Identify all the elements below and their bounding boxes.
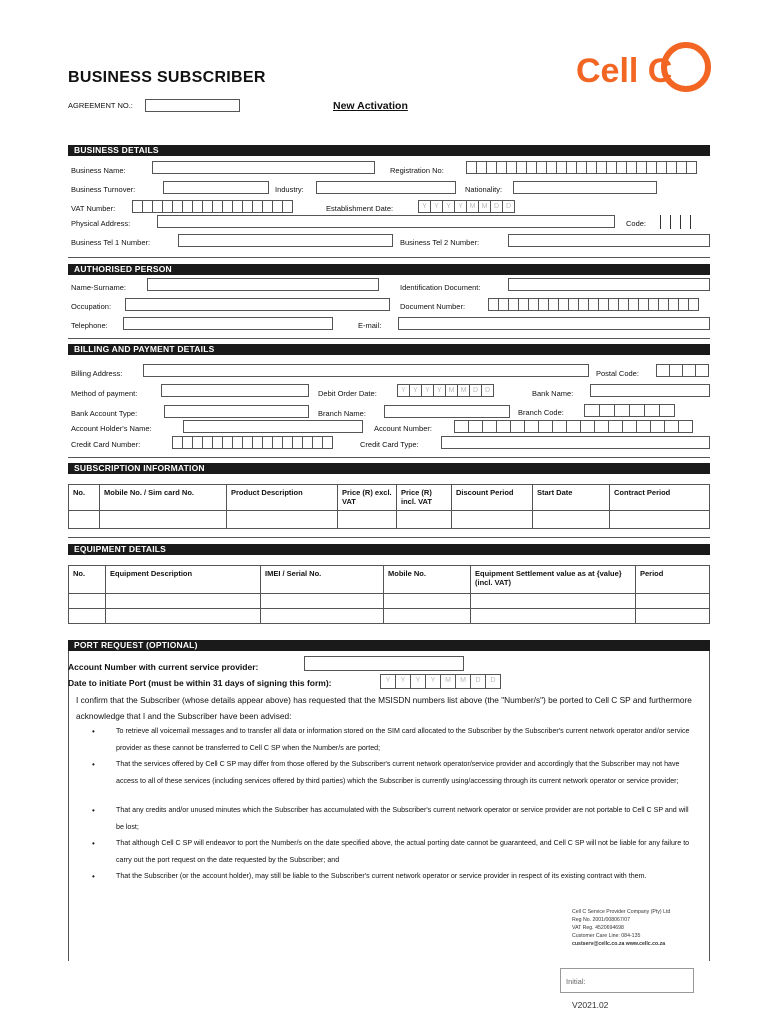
establishment-date-label: Establishment Date: [326, 204, 394, 213]
col-header: Equipment Settlement value as at {value} (incl. VAT) [471, 566, 636, 594]
payment-method-field[interactable] [161, 384, 309, 397]
code-cell-divider [670, 215, 671, 229]
col-header: IMEI / Serial No. [261, 566, 384, 594]
bank-name-label: Bank Name: [532, 389, 574, 398]
digit-cell[interactable]: Y [425, 674, 441, 689]
digit-cell[interactable] [678, 420, 693, 433]
digit-cell[interactable] [510, 420, 525, 433]
digit-cell[interactable] [608, 420, 623, 433]
digit-cell[interactable] [682, 364, 696, 377]
code-cell-divider [690, 215, 691, 229]
digit-cell[interactable] [636, 420, 651, 433]
table-cell[interactable] [636, 594, 710, 609]
digit-cell[interactable] [644, 404, 660, 417]
digit-cell[interactable] [282, 200, 293, 213]
table-cell[interactable] [69, 609, 106, 624]
digit-cell[interactable] [656, 364, 670, 377]
table-cell[interactable] [69, 594, 106, 609]
port-request-heading: PORT REQUEST (OPTIONAL) [68, 640, 710, 651]
col-header: No. [69, 485, 100, 511]
table-cell[interactable] [106, 594, 261, 609]
occupation-label: Occupation: [71, 302, 112, 311]
digit-cell[interactable]: Y [410, 674, 426, 689]
digit-cell[interactable] [622, 420, 637, 433]
logo-wordmark: Cell C [576, 52, 673, 90]
telephone-field[interactable] [123, 317, 333, 330]
card-number-cells[interactable] [172, 436, 332, 449]
digit-cell[interactable] [580, 420, 595, 433]
port-bullet: That the Subscriber (or the account holder), may still be liable to the Subscriber's current network operator or service provider in respect of its existing contract with them. [116, 872, 647, 880]
turnover-label: Business Turnover: [71, 185, 136, 194]
turnover-field[interactable] [163, 181, 269, 194]
debit-date-cells[interactable] [397, 384, 493, 397]
digit-cell[interactable] [322, 436, 333, 449]
digit-cell[interactable]: D [481, 384, 494, 397]
industry-label: Industry: [275, 185, 304, 194]
digit-cell[interactable] [468, 420, 483, 433]
code-cells[interactable] [660, 215, 700, 229]
digit-cell[interactable]: Y [442, 200, 455, 213]
billing-heading: BILLING AND PAYMENT DETAILS [68, 344, 710, 355]
port-date-label: Date to initiate Port (must be within 31 days of signing this form): [68, 678, 332, 688]
section-divider [68, 257, 710, 258]
table-cell[interactable] [471, 594, 636, 609]
table-cell[interactable] [261, 594, 384, 609]
col-header: Start Date [533, 485, 610, 511]
id-document-label: Identification Document: [400, 283, 481, 292]
col-header: Product Description [227, 485, 338, 511]
table-cell[interactable] [338, 511, 397, 529]
digit-cell[interactable] [659, 404, 675, 417]
branch-name-field[interactable] [384, 405, 510, 418]
nationality-field[interactable] [513, 181, 657, 194]
branch-name-label: Branch Name: [318, 409, 366, 418]
vat-cells[interactable] [132, 200, 292, 213]
document-number-cells[interactable] [488, 298, 698, 311]
branch-code-label: Branch Code: [518, 408, 564, 417]
table-cell[interactable] [397, 511, 452, 529]
account-holder-label: Account Holder's Name: [71, 424, 152, 433]
digit-cell[interactable] [594, 420, 609, 433]
physical-address-label: Physical Address: [71, 219, 131, 228]
account-number-cells[interactable] [454, 420, 692, 433]
tel1-field[interactable] [178, 234, 393, 247]
digit-cell[interactable]: M [457, 384, 470, 397]
billing-address-field[interactable] [143, 364, 589, 377]
section-divider [68, 537, 710, 538]
digit-cell[interactable] [599, 404, 615, 417]
digit-cell[interactable] [524, 420, 539, 433]
postal-code-label: Postal Code: [596, 369, 639, 378]
business-name-label: Business Name: [71, 166, 126, 175]
table-cell[interactable] [384, 609, 471, 624]
email-label: E-mail: [358, 321, 382, 330]
digit-cell[interactable]: Y [418, 200, 431, 213]
col-header: Mobile No. [384, 566, 471, 594]
account-type-label: Bank Account Type: [71, 409, 138, 418]
customer-care: Customer Care Line: 084-135 [572, 933, 641, 939]
initial-label: Initial: [566, 977, 586, 986]
subscription-heading: SUBSCRIPTION INFORMATION [68, 463, 710, 474]
table-cell[interactable] [227, 511, 338, 529]
digit-cell[interactable] [482, 420, 497, 433]
bullet-icon: • [92, 872, 95, 881]
digit-cell[interactable]: M [445, 384, 458, 397]
table-cell[interactable] [610, 511, 710, 529]
port-bullet: That the services offered by Cell C SP may differ from those offered by the Subscriber's current network operator/service provider and accordingly that the Subscriber may not have access to all of these services (including services offered by third parties) which the Subscriber is currently using/accessing through its current network operator or service provider; [116, 760, 680, 785]
document-number-label: Document Number: [400, 302, 466, 311]
table-row[interactable] [69, 609, 710, 624]
card-type-field[interactable] [441, 436, 710, 449]
physical-address-field[interactable] [157, 215, 615, 228]
authorised-person-heading: AUTHORISED PERSON [68, 264, 710, 275]
account-type-field[interactable] [164, 405, 309, 418]
company-vat: VAT Reg. 4520694698 [572, 925, 624, 931]
digit-cell[interactable]: D [469, 384, 482, 397]
port-intro-text: I confirm that the Subscriber (whose details appear above) has requested that the MSISDN numbers list above (the "Number/s") be ported to Cell C SP and furthermore acknowledge that I and the Subscriber have been advised: [76, 695, 692, 721]
code-label: Code: [626, 219, 647, 228]
digit-cell[interactable] [688, 298, 699, 311]
code-cell-divider [680, 215, 681, 229]
digit-cell[interactable] [629, 404, 645, 417]
digit-cell[interactable]: M [455, 674, 471, 689]
port-bullet: To retrieve all voicemail messages and to transfer all data or information stored on the SIM card allocated to the Subscriber by the Subscriber's current network operator and/or service provider as these cannot be transferred to Cell C SP when the Number/s are ported; [116, 727, 690, 752]
table-cell[interactable] [471, 609, 636, 624]
postal-code-cells[interactable] [656, 364, 708, 377]
company-name: Cell C Service Provider Company (Pty) Ltd [572, 909, 671, 915]
digit-cell[interactable] [650, 420, 665, 433]
equipment-table [68, 565, 710, 624]
table-cell[interactable] [261, 609, 384, 624]
card-type-label: Credit Card Type: [360, 440, 419, 449]
company-contact: custserv@cellc.co.za www.cellc.co.za [572, 941, 666, 947]
agreement-number-label: AGREEMENT NO.: [68, 101, 133, 110]
col-header: Discount Period [452, 485, 533, 511]
col-header: Contract Period [610, 485, 710, 511]
digit-cell[interactable]: Y [380, 674, 396, 689]
col-header: No. [69, 566, 106, 594]
digit-cell[interactable] [584, 404, 600, 417]
digit-cell[interactable]: D [490, 200, 503, 213]
form-version: V2021.02 [572, 1000, 609, 1010]
digit-cell[interactable]: M [440, 674, 456, 689]
person-name-label: Name-Surname: [71, 283, 127, 292]
table-cell[interactable] [100, 511, 227, 529]
col-header: Price (R) excl. VAT [338, 485, 397, 511]
establishment-date-cells[interactable] [418, 200, 514, 213]
equipment-heading: EQUIPMENT DETAILS [68, 544, 710, 555]
id-document-field[interactable] [508, 278, 710, 291]
digit-cell[interactable] [552, 420, 567, 433]
table-row[interactable] [69, 594, 710, 609]
col-header: Period [636, 566, 710, 594]
bank-name-field[interactable] [590, 384, 710, 397]
bullet-icon: • [92, 806, 95, 815]
digit-cell[interactable]: Y [433, 384, 446, 397]
table-cell[interactable] [69, 511, 100, 529]
port-bullet: That although Cell C SP will endeavor to port the Number/s on the date specified above, the actual porting date cannot be guaranteed, and Cell C SP will not be liable for any failure to carry out the port request on the date requested by the Subscriber; and [116, 839, 690, 864]
port-account-field[interactable] [304, 656, 464, 671]
digit-cell[interactable] [538, 420, 553, 433]
card-number-label: Credit Card Number: [71, 440, 141, 449]
bullet-icon: • [92, 839, 95, 848]
registration-cells[interactable] [466, 161, 696, 174]
port-bullet: That any credits and/or unused minutes which the Subscriber has accumulated with the Subscriber's current network operator or service provider are not portable to Cell C SP and will be lost; [116, 806, 689, 831]
person-name-field[interactable] [147, 278, 379, 291]
business-details-heading: BUSINESS DETAILS [68, 145, 710, 156]
cell-c-logo [574, 38, 714, 96]
form-title: BUSINESS SUBSCRIBER [68, 69, 266, 86]
digit-cell[interactable]: D [502, 200, 515, 213]
account-holder-field[interactable] [183, 420, 363, 433]
occupation-field[interactable] [125, 298, 390, 311]
company-reg: Reg No. 2001/008067/07 [572, 917, 630, 923]
table-cell[interactable] [384, 594, 471, 609]
table-row[interactable] [69, 511, 710, 529]
subscription-table [68, 484, 710, 529]
digit-cell[interactable]: Y [430, 200, 443, 213]
agreement-number-field[interactable] [145, 99, 240, 112]
vat-label: VAT Number: [71, 204, 116, 213]
tel1-label: Business Tel 1 Number: [71, 238, 151, 247]
port-account-label: Account Number with current service provider: [68, 662, 259, 672]
digit-cell[interactable]: Y [397, 384, 410, 397]
digit-cell[interactable] [614, 404, 630, 417]
digit-cell[interactable] [496, 420, 511, 433]
digit-cell[interactable]: Y [454, 200, 467, 213]
industry-field[interactable] [316, 181, 456, 194]
digit-cell[interactable]: Y [421, 384, 434, 397]
digit-cell[interactable] [686, 161, 697, 174]
branch-code-cells[interactable] [584, 404, 674, 417]
digit-cell[interactable] [695, 364, 709, 377]
bullet-icon: • [92, 760, 95, 769]
col-header: Mobile No. / Sim card No. [100, 485, 227, 511]
port-date-cells[interactable] [380, 674, 500, 687]
registration-label: Registration No: [390, 166, 444, 175]
section-divider [68, 457, 710, 458]
digit-cell[interactable] [454, 420, 469, 433]
business-name-field[interactable] [152, 161, 375, 174]
digit-cell[interactable]: Y [409, 384, 422, 397]
activation-type: New Activation [333, 100, 408, 112]
digit-cell[interactable]: Y [395, 674, 411, 689]
digit-cell[interactable]: D [485, 674, 501, 689]
bullet-icon: • [92, 727, 95, 736]
company-info [572, 908, 670, 948]
section-divider [68, 338, 710, 339]
digit-cell[interactable] [669, 364, 683, 377]
digit-cell[interactable] [664, 420, 679, 433]
digit-cell[interactable]: M [466, 200, 479, 213]
digit-cell[interactable]: D [470, 674, 486, 689]
debit-date-label: Debit Order Date: [318, 389, 377, 398]
nationality-label: Nationality: [465, 185, 503, 194]
table-cell[interactable] [452, 511, 533, 529]
tel2-label: Business Tel 2 Number: [400, 238, 480, 247]
payment-method-label: Method of payment: [71, 389, 138, 398]
digit-cell[interactable] [566, 420, 581, 433]
digit-cell[interactable]: M [478, 200, 491, 213]
table-cell[interactable] [636, 609, 710, 624]
table-cell[interactable] [106, 609, 261, 624]
code-cell-divider [660, 215, 661, 229]
billing-address-label: Billing Address: [71, 369, 123, 378]
table-cell[interactable] [533, 511, 610, 529]
email-field[interactable] [398, 317, 710, 330]
col-header: Equipment Description [106, 566, 261, 594]
col-header: Price (R) incl. VAT [397, 485, 452, 511]
telephone-label: Telephone: [71, 321, 108, 330]
account-number-label: Account Number: [374, 424, 432, 433]
tel2-field[interactable] [508, 234, 710, 247]
